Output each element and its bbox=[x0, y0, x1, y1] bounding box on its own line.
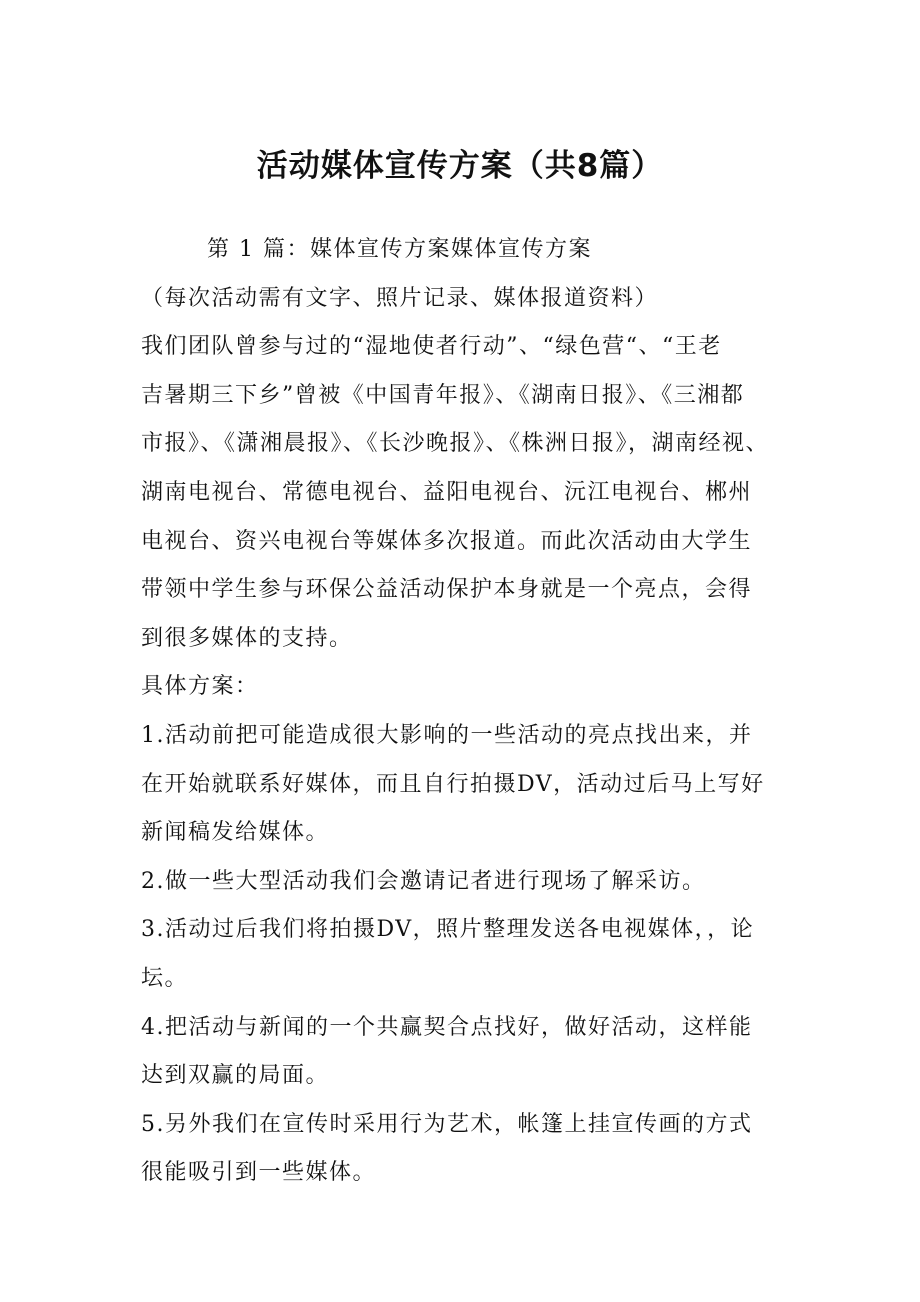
list-item-line: 达到双赢的局面。 bbox=[141, 1063, 330, 1089]
list-item-line: 很能吸引到一些媒体。 bbox=[141, 1160, 377, 1186]
paragraph-line: 到很多媒体的支持。 bbox=[141, 625, 353, 651]
paragraph-line: 吉暑期三下乡”曾被《中国青年报》、《湖南日报》、《三湘都 bbox=[141, 382, 745, 408]
list-item-line: 2.做一些大型活动我们会邀请记者进行现场了解采访。 bbox=[141, 868, 706, 894]
section-heading: 具体方案： bbox=[141, 674, 259, 700]
list-item-line: 坛。 bbox=[141, 965, 189, 991]
paragraph-line: 我们团队曾参与过的“湿地使者行动”、“绿色营“、“王老 bbox=[141, 334, 722, 360]
list-item-line: 3.活动过后我们将拍摄DV，照片整理发送各电视媒体，，论 bbox=[141, 917, 755, 943]
paragraph-line: 湖南电视台、常德电视台、益阳电视台、沅江电视台、郴州 bbox=[141, 479, 753, 505]
paragraph-line: 市报》、《潇湘晨报》、《长沙晚报》、《株洲日报》，湖南经视、 bbox=[141, 431, 770, 457]
document-body bbox=[141, 226, 801, 1198]
list-item-line: 新闻稿发给媒体。 bbox=[141, 820, 330, 846]
list-item-line: 4.把活动与新闻的一个共赢契合点找好，做好活动，这样能 bbox=[141, 1014, 753, 1040]
paragraph-line: 带领中学生参与环保公益活动保护本身就是一个亮点，会得 bbox=[141, 577, 753, 603]
chapter-heading: 第 1 篇：媒体宣传方案媒体宣传方案 bbox=[207, 237, 592, 262]
document-title: 活动媒体宣传方案（共8篇） bbox=[256, 148, 664, 184]
list-item-line: 5.另外我们在宣传时采用行为艺术，帐篷上挂宣传画的方式 bbox=[141, 1111, 753, 1137]
list-item-line: 在开始就联系好媒体，而且自行拍摄DV，活动过后马上写好 bbox=[141, 771, 765, 797]
paragraph-line: 电视台、资兴电视台等媒体多次报道。而此次活动由大学生 bbox=[141, 528, 753, 554]
paragraph-line: （每次活动需有文字、照片记录、媒体报道资料） bbox=[141, 285, 659, 311]
list-item-line: 1.活动前把可能造成很大影响的一些活动的亮点找出来，并 bbox=[141, 722, 753, 748]
